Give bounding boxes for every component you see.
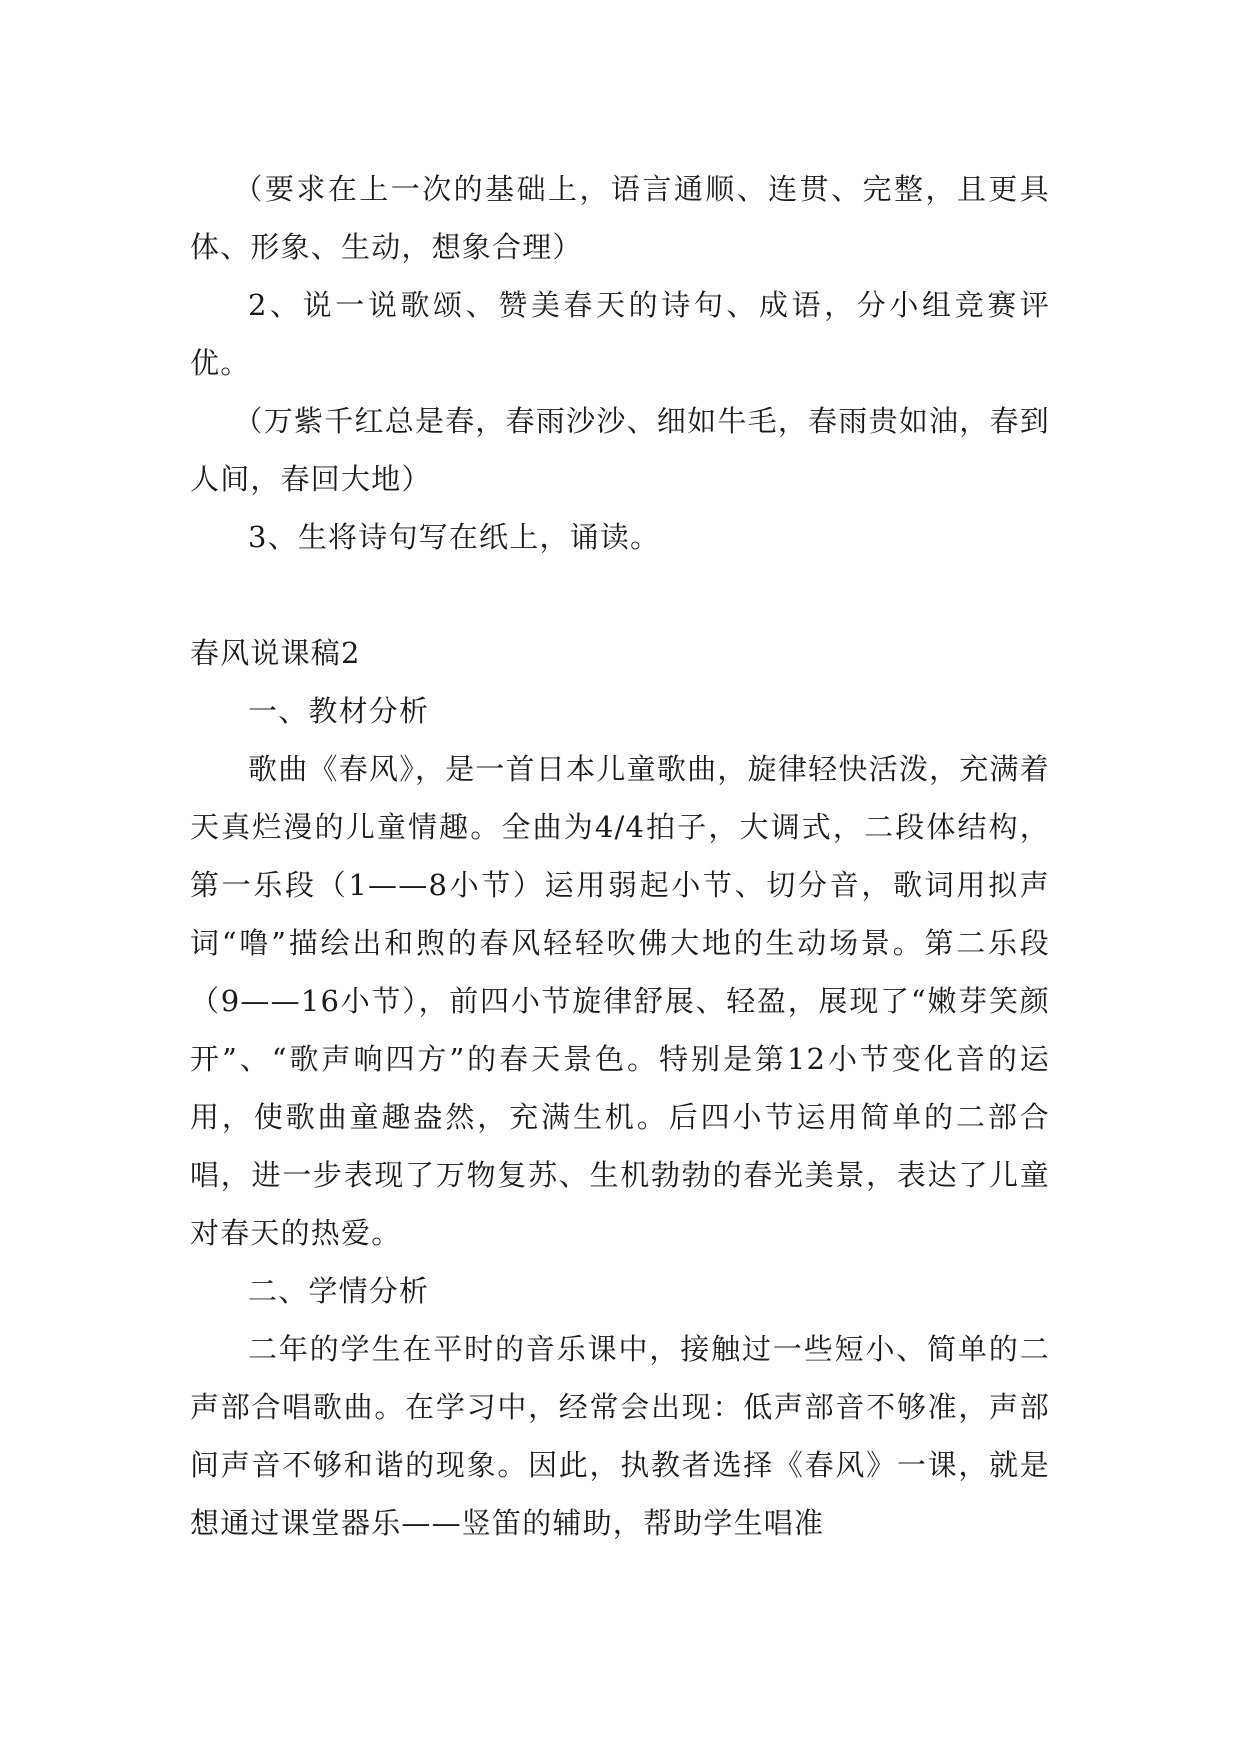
- section-heading-student-analysis: 二、学情分析: [248, 1274, 430, 1308]
- paragraph-step-2: 2、说一说歌颂、赞美春天的诗句、成语，分小组竞赛评优。: [190, 288, 1050, 380]
- document-body: [190, 160, 1050, 1552]
- paragraph-student-analysis: 二年的学生在平时的音乐课中，接触过一些短小、简单的二声部合唱歌曲。在学习中，经常会出现：低声部音不够准，声部间声音不够和谐的现象。因此，执教者选择《春风》一课，就是想通过课堂器乐——竖笛的辅助，帮助学生唱准: [190, 1332, 1050, 1540]
- section-title: 春风说课稿2: [190, 636, 361, 670]
- paragraph-idiom-examples: （万紫千红总是春，春雨沙沙、细如牛毛，春雨贵如油，春到人间，春回大地）: [190, 404, 1050, 496]
- paragraph-requirement-note: （要求在上一次的基础上，语言通顺、连贯、完整，且更具体、形象、生动，想象合理）: [190, 172, 1050, 264]
- paragraph-textbook-analysis: 歌曲《春风》，是一首日本儿童歌曲，旋律轻快活泼，充满着天真烂漫的儿童情趣。全曲为4/4拍子，大调式，二段体结构，第一乐段（1——8小节）运用弱起小节、切分音，歌词用拟声词“噜”描绘出和煦的春风轻轻吹佛大地的生动场景。第二乐段（9——16小节），前四小节旋律舒展、轻盈，展现了“嫩芽笑颜开”、“歌声响四方”的春天景色。特别是第12小节变化音的运用，使歌曲童趣盎然，充满生机。后四小节运用简单的二部合唱，进一步表现了万物复苏、生机勃勃的春光美景，表达了儿童对春天的热爱。: [190, 752, 1050, 1250]
- paragraph-step-3: 3、生将诗句写在纸上，诵读。: [248, 520, 661, 554]
- section-heading-textbook-analysis: 一、教材分析: [248, 694, 430, 728]
